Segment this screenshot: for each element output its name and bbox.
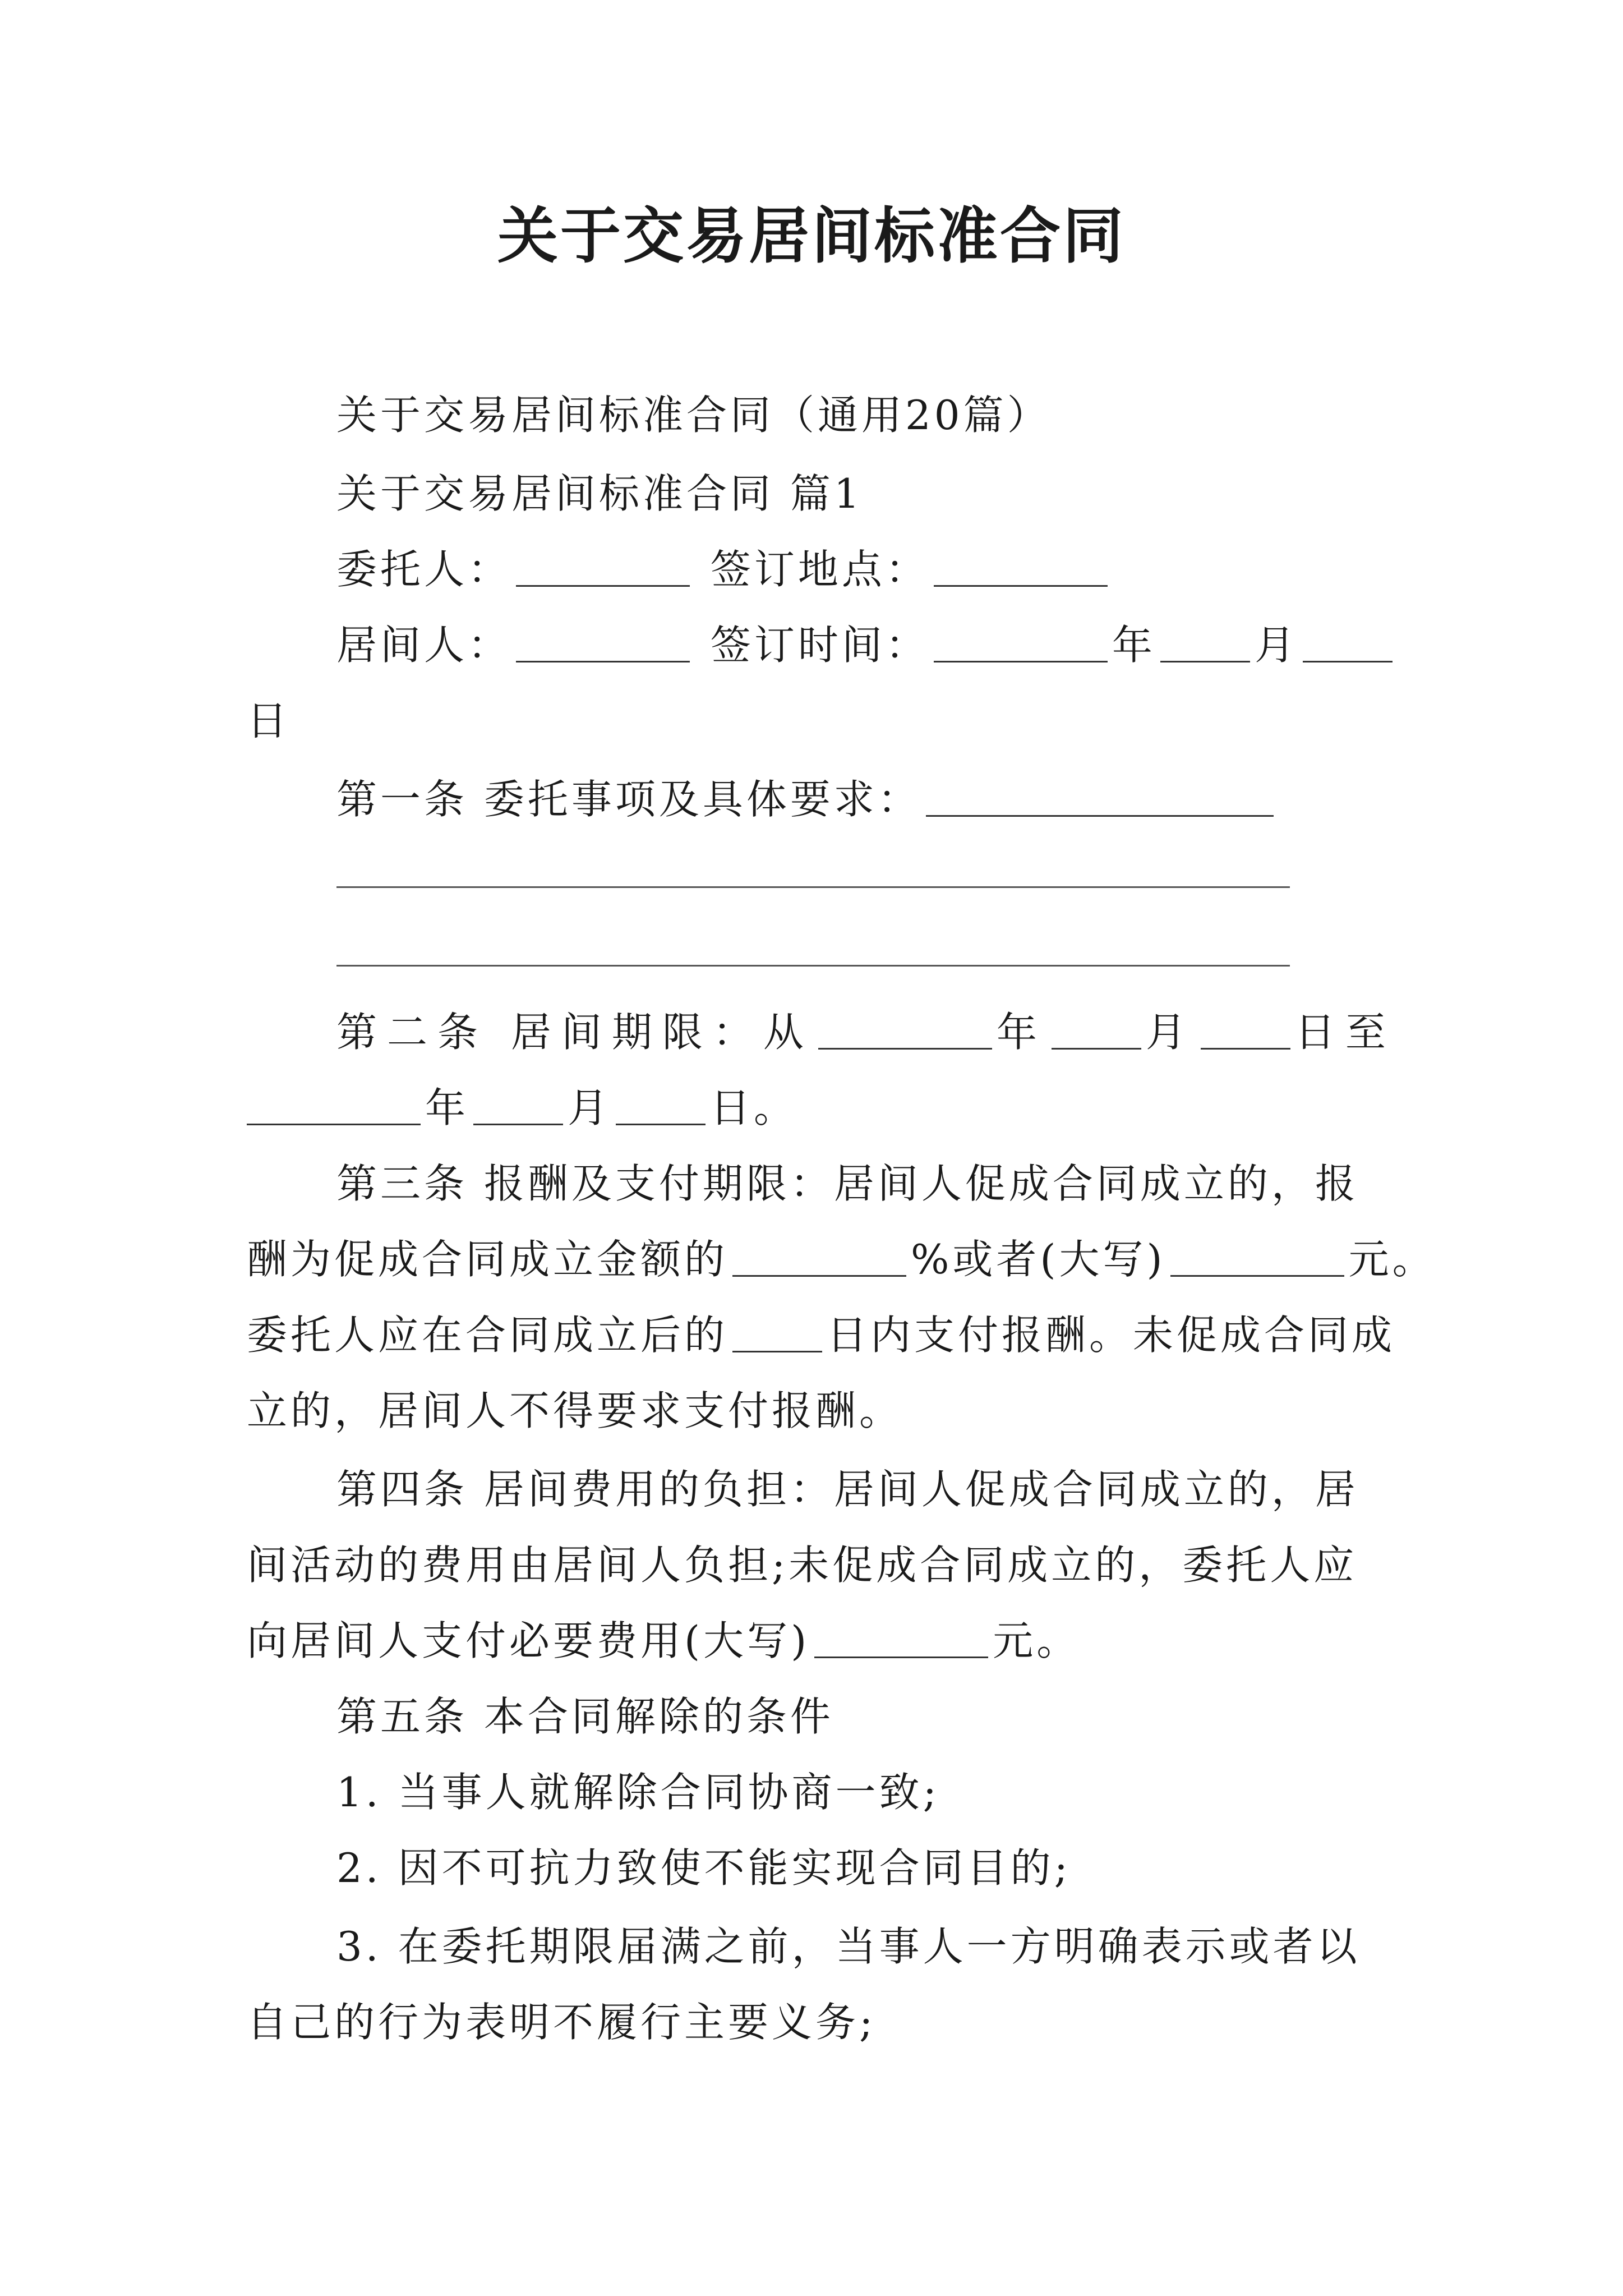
article-3-yuan: 元。 [1348,1236,1436,1283]
article-3-line-1: 第三条 报酬及支付期限：居间人促成合同成立的，报 [336,1160,1359,1207]
sign-year-blank[interactable] [934,620,1108,662]
article-2-to: 日至 [1294,1009,1396,1056]
amount-blank[interactable] [1170,1235,1344,1277]
payment-days-blank[interactable] [732,1310,822,1352]
period-start-month-blank[interactable] [1052,1007,1141,1050]
article-5: 第五条 本合同解除的条件 [336,1693,834,1740]
article-1 [336,771,1469,827]
client-line [336,541,1469,597]
section-heading: 关于交易居间标准合同 篇1 [336,470,863,517]
period-end-month-blank[interactable] [473,1083,563,1125]
article-3-line-4: 立的，居间人不得要求支付报酬。 [247,1387,903,1434]
article-3-days-rest: 日内支付报酬。未促成合同成 [827,1312,1396,1359]
article-1-rule-2 [336,965,1290,967]
period-start-day-blank[interactable] [1201,1007,1290,1050]
article-2-end: 日。 [710,1084,798,1131]
article-4-line-2: 间活动的费用由居间人负担;未促成合同成立的，委托人应 [247,1542,1358,1589]
client-label: 委托人： [336,546,512,593]
broker-line [336,617,1469,673]
clause-item-3: 3. 在委托期限届满之前，当事人一方明确表示或者以 [336,1923,1361,1970]
article-4-line-1: 第四条 居间费用的负担：居间人促成合同成立的，居 [336,1466,1359,1513]
broker-blank[interactable] [516,620,690,662]
article-3-line-2 [247,1231,1436,1287]
rate-blank[interactable] [732,1235,906,1277]
article-1-blank[interactable] [926,775,1274,817]
article-2-year: 年 [996,1009,1047,1056]
day-wrap: 日 [247,697,291,744]
period-end-day-blank[interactable] [616,1083,706,1125]
sign-time-label: 签订时间： [710,622,929,669]
article-2 [336,1004,1469,1060]
clause-item-1: 1. 当事人就解除合同协商一致; [336,1769,940,1816]
article-3-rate-text: 酬为促成合同成立金额的 [247,1236,728,1283]
article-3-line-3 [247,1307,1396,1363]
client-blank[interactable] [516,545,690,587]
year-label: 年 [1112,622,1156,669]
sign-month-blank[interactable] [1160,620,1250,662]
broker-label: 居间人： [336,622,512,669]
intro-line: 关于交易居间标准合同（通用20篇） [336,392,1051,439]
article-2-end-month: 月 [568,1084,612,1131]
document-title: 关于交易居间标准合同 [497,201,1126,272]
fee-blank[interactable] [814,1616,988,1658]
article-4-line-3 [247,1613,1380,1669]
article-4-fee-text: 向居间人支付必要费用(大写) [247,1617,810,1664]
article-3-amount-text: %或者(大写) [911,1236,1166,1283]
article-4-yuan: 元。 [993,1617,1081,1664]
period-start-year-blank[interactable] [818,1007,992,1050]
period-end-year-blank[interactable] [247,1083,421,1125]
article-1-text: 第一条 委托事项及具体要求： [336,776,921,823]
article-2-month: 月 [1145,1009,1196,1056]
article-1-rule-1 [336,886,1290,888]
article-3-days-text: 委托人应在合同成立后的 [247,1312,728,1359]
sign-place-blank[interactable] [934,545,1108,587]
article-2-cont [247,1080,1380,1136]
clause-item-2: 2. 因不可抗力致使不能实现合同目的; [336,1844,1071,1892]
clause-item-3-cont: 自己的行为表明不履行主要义务; [247,1999,877,2046]
sign-place-label: 签订地点： [710,546,929,593]
article-2-end-year: 年 [425,1084,469,1131]
sign-day-blank[interactable] [1303,620,1393,662]
month-label: 月 [1254,622,1298,669]
article-2-text: 第二条 居间期限：从 [336,1009,814,1056]
